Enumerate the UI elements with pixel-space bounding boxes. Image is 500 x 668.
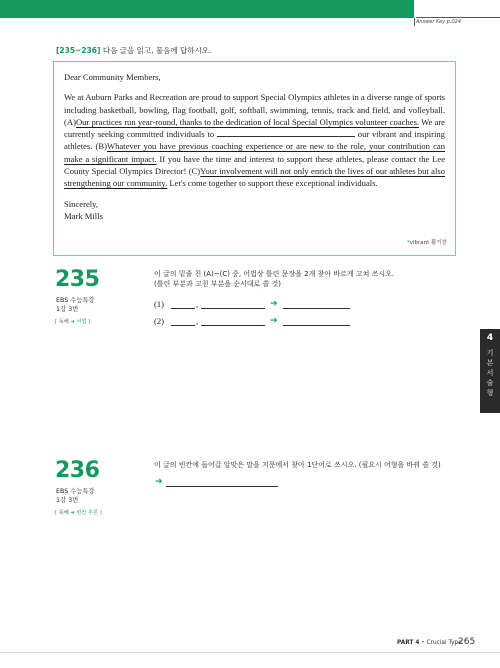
q235-answer-2-wrong-blank[interactable] bbox=[171, 325, 195, 326]
footnote-text: vibrant 활기찬 bbox=[409, 239, 447, 246]
q235-source-item: 1강 3번 bbox=[56, 306, 79, 313]
footer-part-label bbox=[397, 640, 462, 646]
arrow-right-icon: ➔ bbox=[155, 477, 163, 487]
passage-box bbox=[53, 61, 456, 256]
footer-rule bbox=[0, 652, 500, 653]
header-color-bar bbox=[0, 0, 414, 18]
passage-signature: Mark Mills bbox=[64, 210, 103, 221]
q235-row2-comma: , bbox=[196, 316, 199, 326]
section-instruction bbox=[56, 45, 211, 56]
q235-question-line1: 이 글의 밑줄 친 (A)~(C) 중, 어법상 틀린 문장을 2개 찾아 바르게 고쳐 쓰시오. bbox=[154, 270, 395, 278]
q236-type-tag: [ 독해 ➜ 빈칸 추론 ] bbox=[55, 510, 102, 516]
question-number-236: 236 bbox=[55, 458, 100, 483]
header-separator bbox=[414, 18, 415, 26]
header-rule bbox=[416, 17, 500, 18]
side-tab-number: 4 bbox=[486, 333, 494, 343]
underlined-sentence-a: Our practices run year-round, thanks to the dedication of local Special Olympics volunteer coaches. bbox=[75, 116, 420, 127]
passage-text-c: our vibrant and inspiring athletes. (B) bbox=[64, 129, 445, 152]
q235-tag-reading: 독해 bbox=[58, 319, 69, 325]
question-number-235: 235 bbox=[55, 267, 100, 292]
chapter-side-tab bbox=[480, 329, 500, 413]
q235-answer-1-correction-blank[interactable] bbox=[283, 308, 350, 309]
arrow-right-icon: ➔ bbox=[270, 316, 278, 326]
passage-greeting: Dear Community Members, bbox=[64, 72, 161, 82]
question-range: [235~236] bbox=[56, 46, 101, 55]
q235-question-line2: (틀린 부분과 고친 부분을 순서대로 쓸 것) bbox=[154, 280, 282, 288]
passage-blank bbox=[217, 129, 355, 137]
q235-source-book: EBS 수능특강 bbox=[56, 297, 95, 304]
passage-text-e: Let's come together to support these exceptional individuals. bbox=[167, 178, 378, 189]
q235-source bbox=[56, 296, 95, 314]
vocab-footnote bbox=[407, 237, 447, 249]
page-number: 265 bbox=[458, 637, 476, 647]
q236-tag-arrow: ➜ bbox=[70, 510, 75, 516]
q235-answer-1-wrong-blank[interactable] bbox=[171, 308, 195, 309]
footnote-star: * bbox=[407, 239, 410, 246]
passage-signoff bbox=[64, 198, 445, 223]
footer-dot: • bbox=[419, 640, 427, 646]
passage-text-a: We at Auburn Parks and Recreation are proud to support Special Olympics athletes in a diverse range of sports including basketball, bowling, flag football, golf, softball, swimming, tennis, track and field, and volleyball. (A) bbox=[64, 92, 445, 127]
q236-source-book: EBS 수능특강 bbox=[56, 488, 95, 495]
q235-tag-grammar: 어법 bbox=[76, 319, 87, 325]
q235-answer-1-part-blank[interactable] bbox=[201, 308, 265, 309]
q235-tag-arrow: ➜ bbox=[70, 319, 75, 325]
q235-type-tag: [ 독해 ➜ 어법 ] bbox=[55, 319, 91, 325]
q235-answer-row-1-label: (1) bbox=[154, 299, 164, 309]
passage-text-d: If you have the time and interest to support these athletes, please contact the Lee County Special Olympics Director! (C) bbox=[64, 153, 446, 177]
passage-text-b: We are currently seeking committed individuals to bbox=[64, 116, 445, 140]
instruction-text: 다음 글을 읽고, 물음에 답하시오. bbox=[100, 46, 212, 55]
answer-key-ref: Answer Key p.024 bbox=[416, 19, 462, 25]
q236-source bbox=[56, 487, 95, 505]
passage-body bbox=[64, 91, 445, 189]
q235-question bbox=[154, 269, 394, 289]
footer-part-number: PART 4 bbox=[397, 640, 420, 646]
q235-row1-comma: , bbox=[196, 299, 199, 309]
q236-question: 이 글의 빈칸에 들어갈 알맞은 말을 지문에서 찾아 1단어로 쓰시오. (필요시 어형을 바꿔 쓸 것) bbox=[154, 461, 441, 469]
arrow-right-icon: ➔ bbox=[270, 299, 278, 309]
q236-tag-blank-inference: 빈칸 추론 bbox=[76, 510, 99, 516]
passage-closing: Sincerely, bbox=[64, 198, 99, 209]
q235-answer-row-2-label: (2) bbox=[154, 316, 164, 326]
underlined-sentence-b: Whatever you have previous coaching experience or are new to the role, your contribution can make a significant impact. bbox=[64, 141, 445, 164]
underlined-sentence-c: Your involvement will not only enrich the lives of our athletes but also strengthening our community. bbox=[64, 166, 445, 189]
q236-tag-reading: 독해 bbox=[58, 510, 69, 516]
q236-source-item: 1강 3번 bbox=[56, 497, 79, 504]
side-tab-label: 기본서술형 bbox=[486, 349, 494, 397]
footer-part-title: Crucial Type bbox=[426, 640, 462, 646]
q236-answer-blank[interactable] bbox=[166, 486, 278, 487]
q235-answer-2-part-blank[interactable] bbox=[201, 325, 265, 326]
q235-answer-2-correction-blank[interactable] bbox=[283, 325, 350, 326]
